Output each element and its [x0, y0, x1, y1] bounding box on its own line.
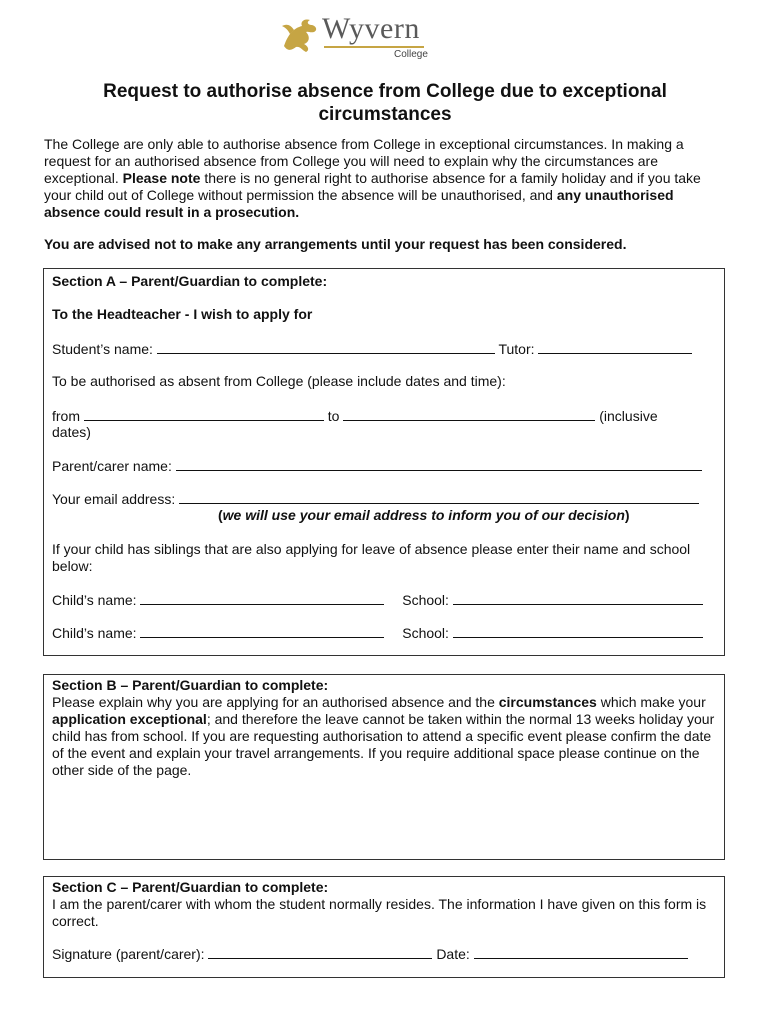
- child-2-label: Child’s name:: [52, 625, 137, 641]
- dates-intro: To be authorised as absent from College (please include dates and time):: [52, 373, 506, 389]
- application-exceptional-bold: application exceptional: [52, 711, 207, 727]
- intro-text-1: The College are only able to authorise absence from College in exceptional circumstances. In making a request for an authorised absence from College you will need to explain why the circumstances are exceptional.: [44, 136, 684, 186]
- email-note-open: (: [218, 507, 223, 523]
- section-b-text-3: ; and therefore the leave cannot be taken within the normal 13 weeks holiday your child has from school. If you are requesting authorisation to attend a specific event please confirm the date of the event and explain your travel arrangements. If you require additional space please continue on the other side of the page.: [52, 711, 715, 778]
- school-2-label: School:: [402, 625, 449, 641]
- section-b-answer-area[interactable]: [48, 783, 720, 855]
- child-row-2: [52, 624, 720, 642]
- email-row: [52, 490, 720, 508]
- from-label: from: [52, 408, 80, 424]
- section-b: [43, 674, 725, 860]
- section-b-text: [52, 694, 720, 779]
- section-b-heading: Section B – Parent/Guardian to complete:: [52, 677, 329, 693]
- section-a: [43, 268, 725, 656]
- parent-name-field[interactable]: [176, 457, 702, 471]
- signature-label: Signature (parent/carer):: [52, 946, 205, 962]
- email-label: Your email address:: [52, 491, 176, 507]
- email-field[interactable]: [179, 490, 699, 504]
- section-b-text-1: Please explain why you are applying for an authorised absence and the: [52, 694, 499, 710]
- page-title: Request to authorise absence from College due to exceptional circumstances: [103, 81, 667, 125]
- student-name-field[interactable]: [157, 340, 495, 354]
- tutor-field[interactable]: [538, 340, 692, 354]
- signature-row: [52, 945, 720, 963]
- logo-wordmark: Wyvern: [322, 12, 420, 45]
- logo-subtitle: College: [394, 49, 428, 60]
- school-1-label: School:: [402, 592, 449, 608]
- student-row: [52, 340, 720, 358]
- child-2-name-field[interactable]: [140, 624, 384, 638]
- intro-paragraph: [44, 136, 716, 221]
- logo-rule: [324, 46, 424, 48]
- section-c-statement: I am the parent/carer with whom the student normally resides. The information I have given on this form is correct.: [52, 896, 707, 929]
- email-note-row: [52, 507, 720, 524]
- dates-row: [52, 407, 720, 425]
- intro-note: Please note: [122, 170, 201, 186]
- child-1-name-field[interactable]: [140, 591, 384, 605]
- section-b-text-2: which make your: [596, 694, 706, 710]
- email-note-close: ): [624, 507, 630, 523]
- college-logo: [280, 14, 426, 64]
- section-c: [43, 876, 725, 978]
- date-field[interactable]: [474, 945, 688, 959]
- section-a-heading: Section A – Parent/Guardian to complete:: [52, 273, 328, 289]
- child-row-1: [52, 591, 720, 609]
- parent-name-label: Parent/carer name:: [52, 458, 172, 474]
- student-name-label: Student’s name:: [52, 341, 153, 357]
- date-label: Date:: [436, 946, 470, 962]
- dates-word: dates): [52, 424, 91, 440]
- inclusive-label: (inclusive: [599, 408, 658, 424]
- child-1-label: Child’s name:: [52, 592, 137, 608]
- signature-field[interactable]: [208, 945, 432, 959]
- advice-text: You are advised not to make any arrangements until your request has been considered.: [44, 236, 627, 252]
- intro-text-2: there is no general right to authorise absence for a family holiday and if you take your child out of College without permission the absence will be unauthorised, and: [44, 170, 701, 203]
- circumstances-bold: circumstances: [498, 694, 597, 710]
- parent-row: [52, 457, 720, 475]
- school-1-field[interactable]: [453, 591, 703, 605]
- intro-warning: any unauthorised absence could result in a prosecution.: [44, 187, 674, 220]
- to-date-field[interactable]: [343, 407, 595, 421]
- apply-text: To the Headteacher - I wish to apply for: [52, 306, 313, 322]
- email-note: we will use your email address to inform you of our decision: [222, 507, 625, 523]
- siblings-text: If your child has siblings that are also applying for leave of absence please enter their name and school below:: [52, 541, 691, 574]
- section-c-heading: Section C – Parent/Guardian to complete:: [52, 879, 329, 895]
- school-2-field[interactable]: [453, 624, 703, 638]
- from-date-field[interactable]: [84, 407, 324, 421]
- to-label: to: [327, 408, 340, 424]
- wyvern-dragon-icon: [280, 16, 320, 56]
- tutor-label: Tutor:: [498, 341, 535, 357]
